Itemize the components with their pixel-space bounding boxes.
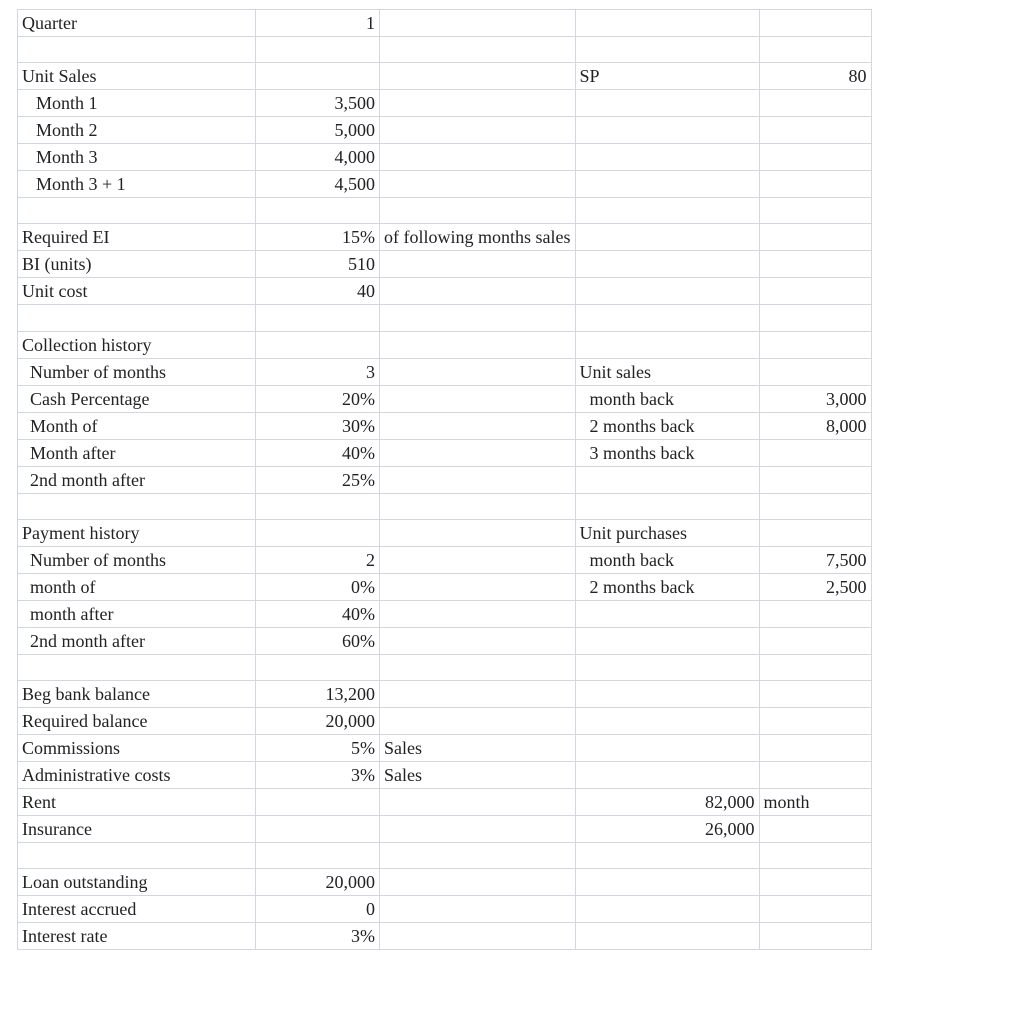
- cell-r24-c3[interactable]: [575, 654, 759, 680]
- cell-r17-c3[interactable]: [575, 466, 759, 493]
- cell-r18-c0[interactable]: [18, 493, 256, 519]
- cell-r15-c2[interactable]: [380, 412, 576, 439]
- cell-r6-c0[interactable]: Month 3 + 1: [18, 171, 256, 198]
- cell-r25-c3[interactable]: [575, 680, 759, 707]
- cell-r31-c1[interactable]: [256, 842, 380, 868]
- cell-r4-c1[interactable]: 5,000: [256, 117, 380, 144]
- cell-r32-c0[interactable]: Loan outstanding: [18, 869, 256, 896]
- cell-r8-c2[interactable]: of following months sales: [380, 224, 576, 251]
- table-row: [18, 600, 872, 627]
- cell-r18-c3[interactable]: [575, 493, 759, 519]
- table-row: [18, 815, 872, 842]
- cell-r28-c1[interactable]: 3%: [256, 761, 380, 788]
- cell-r33-c0[interactable]: Interest accrued: [18, 896, 256, 923]
- table-row: [18, 869, 872, 896]
- cell-r22-c3[interactable]: [575, 600, 759, 627]
- cell-r16-c1[interactable]: 40%: [256, 439, 380, 466]
- cell-r2-c1[interactable]: [256, 63, 380, 90]
- cell-r6-c2[interactable]: [380, 171, 576, 198]
- cell-r11-c2[interactable]: [380, 305, 576, 331]
- cell-r19-c0[interactable]: Payment history: [18, 519, 256, 546]
- cell-r13-c4[interactable]: [759, 358, 871, 385]
- cell-r5-c3[interactable]: [575, 144, 759, 171]
- cell-r22-c1[interactable]: 40%: [256, 600, 380, 627]
- cell-r3-c3[interactable]: [575, 90, 759, 117]
- table-row: [18, 144, 872, 171]
- cell-r7-c4[interactable]: [759, 198, 871, 224]
- cell-r10-c2[interactable]: [380, 278, 576, 305]
- cell-r30-c4[interactable]: [759, 815, 871, 842]
- cell-r17-c0[interactable]: 2nd month after: [18, 466, 256, 493]
- table-row: [18, 466, 872, 493]
- cell-r31-c4[interactable]: [759, 842, 871, 868]
- cell-r30-c3[interactable]: 26,000: [575, 815, 759, 842]
- cell-r31-c2[interactable]: [380, 842, 576, 868]
- cell-r24-c2[interactable]: [380, 654, 576, 680]
- cell-r34-c2[interactable]: [380, 923, 576, 950]
- cell-r13-c3[interactable]: Unit sales: [575, 358, 759, 385]
- cell-r28-c2[interactable]: Sales: [380, 761, 576, 788]
- cell-r1-c3[interactable]: [575, 37, 759, 63]
- cell-r4-c3[interactable]: [575, 117, 759, 144]
- table-row: [18, 788, 872, 815]
- table-row: [18, 707, 872, 734]
- cell-r20-c0[interactable]: Number of months: [18, 546, 256, 573]
- cell-r15-c4[interactable]: 8,000: [759, 412, 871, 439]
- cell-r12-c0[interactable]: Collection history: [18, 331, 256, 358]
- cell-r4-c2[interactable]: [380, 117, 576, 144]
- table-row: [18, 117, 872, 144]
- cell-r17-c2[interactable]: [380, 466, 576, 493]
- cell-r26-c3[interactable]: [575, 707, 759, 734]
- cell-r26-c0[interactable]: Required balance: [18, 707, 256, 734]
- cell-r29-c2[interactable]: [380, 788, 576, 815]
- table-row: [18, 278, 872, 305]
- cell-r27-c2[interactable]: Sales: [380, 734, 576, 761]
- cell-r15-c3[interactable]: 2 months back: [575, 412, 759, 439]
- cell-r33-c3[interactable]: [575, 896, 759, 923]
- table-row: [18, 627, 872, 654]
- cell-r10-c4[interactable]: [759, 278, 871, 305]
- cell-r2-c4[interactable]: 80: [759, 63, 871, 90]
- cell-r10-c1[interactable]: 40: [256, 278, 380, 305]
- cell-r1-c2[interactable]: [380, 37, 576, 63]
- table-row: [18, 680, 872, 707]
- cell-r6-c3[interactable]: [575, 171, 759, 198]
- table-row: [18, 224, 872, 251]
- cell-r30-c0[interactable]: Insurance: [18, 815, 256, 842]
- cell-r32-c1[interactable]: 20,000: [256, 869, 380, 896]
- cell-r13-c2[interactable]: [380, 358, 576, 385]
- cell-r1-c4[interactable]: [759, 37, 871, 63]
- cell-r7-c1[interactable]: [256, 198, 380, 224]
- cell-r15-c1[interactable]: 30%: [256, 412, 380, 439]
- table-row: [18, 305, 872, 331]
- cell-r5-c0[interactable]: Month 3: [18, 144, 256, 171]
- table-row: [18, 519, 872, 546]
- cell-r10-c3[interactable]: [575, 278, 759, 305]
- cell-r2-c2[interactable]: [380, 63, 576, 90]
- cell-r20-c4[interactable]: 7,500: [759, 546, 871, 573]
- table-row: [18, 358, 872, 385]
- cell-r29-c1[interactable]: [256, 788, 380, 815]
- cell-r5-c2[interactable]: [380, 144, 576, 171]
- table-row: [18, 198, 872, 224]
- cell-r23-c3[interactable]: [575, 627, 759, 654]
- cell-r0-c2[interactable]: [380, 10, 576, 37]
- cell-r16-c2[interactable]: [380, 439, 576, 466]
- cell-r14-c1[interactable]: 20%: [256, 385, 380, 412]
- cell-r24-c1[interactable]: [256, 654, 380, 680]
- cell-r21-c0[interactable]: month of: [18, 573, 256, 600]
- cell-r8-c4[interactable]: [759, 224, 871, 251]
- cell-r14-c3[interactable]: month back: [575, 385, 759, 412]
- cell-r34-c0[interactable]: Interest rate: [18, 923, 256, 950]
- cell-r4-c0[interactable]: Month 2: [18, 117, 256, 144]
- cell-r19-c1[interactable]: [256, 519, 380, 546]
- cell-r9-c1[interactable]: 510: [256, 251, 380, 278]
- cell-r0-c1[interactable]: 1: [256, 10, 380, 37]
- cell-r16-c0[interactable]: Month after: [18, 439, 256, 466]
- cell-r11-c3[interactable]: [575, 305, 759, 331]
- cell-r7-c0[interactable]: [18, 198, 256, 224]
- cell-r24-c0[interactable]: [18, 654, 256, 680]
- cell-r18-c2[interactable]: [380, 493, 576, 519]
- cell-r21-c4[interactable]: 2,500: [759, 573, 871, 600]
- table-row: [18, 573, 872, 600]
- cell-r21-c1[interactable]: 0%: [256, 573, 380, 600]
- cell-r28-c4[interactable]: [759, 761, 871, 788]
- cell-r12-c3[interactable]: [575, 331, 759, 358]
- cell-r12-c2[interactable]: [380, 331, 576, 358]
- table-row: [18, 896, 872, 923]
- cell-r14-c0[interactable]: Cash Percentage: [18, 385, 256, 412]
- cell-r25-c1[interactable]: 13,200: [256, 680, 380, 707]
- cell-r17-c4[interactable]: [759, 466, 871, 493]
- cell-r15-c0[interactable]: Month of: [18, 412, 256, 439]
- cell-r21-c2[interactable]: [380, 573, 576, 600]
- cell-r19-c2[interactable]: [380, 519, 576, 546]
- cell-r14-c4[interactable]: 3,000: [759, 385, 871, 412]
- cell-r11-c4[interactable]: [759, 305, 871, 331]
- cell-r13-c1[interactable]: 3: [256, 358, 380, 385]
- cell-r31-c0[interactable]: [18, 842, 256, 868]
- cell-r23-c0[interactable]: 2nd month after: [18, 627, 256, 654]
- cell-r8-c3[interactable]: [575, 224, 759, 251]
- table-row: [18, 171, 872, 198]
- table-row: [18, 761, 872, 788]
- cell-r27-c0[interactable]: Commissions: [18, 734, 256, 761]
- cell-r9-c2[interactable]: [380, 251, 576, 278]
- cell-r20-c2[interactable]: [380, 546, 576, 573]
- table-row: [18, 331, 872, 358]
- table-row: [18, 439, 872, 466]
- cell-r10-c0[interactable]: Unit cost: [18, 278, 256, 305]
- cell-r32-c3[interactable]: [575, 869, 759, 896]
- cell-r0-c0[interactable]: Quarter: [18, 10, 256, 37]
- cell-r9-c4[interactable]: [759, 251, 871, 278]
- cell-r23-c1[interactable]: 60%: [256, 627, 380, 654]
- table-row: [18, 734, 872, 761]
- table-row: [18, 10, 872, 37]
- cell-r22-c0[interactable]: month after: [18, 600, 256, 627]
- cell-r29-c3[interactable]: 82,000: [575, 788, 759, 815]
- table-row: [18, 63, 872, 90]
- cell-r24-c4[interactable]: [759, 654, 871, 680]
- cell-r18-c4[interactable]: [759, 493, 871, 519]
- cell-r3-c2[interactable]: [380, 90, 576, 117]
- cell-r29-c4[interactable]: month: [759, 788, 871, 815]
- cell-r13-c0[interactable]: Number of months: [18, 358, 256, 385]
- cell-r1-c1[interactable]: [256, 37, 380, 63]
- cell-r33-c4[interactable]: [759, 896, 871, 923]
- cell-r2-c3[interactable]: SP: [575, 63, 759, 90]
- cell-r11-c0[interactable]: [18, 305, 256, 331]
- cell-r2-c0[interactable]: Unit Sales: [18, 63, 256, 90]
- cell-r33-c2[interactable]: [380, 896, 576, 923]
- cell-r6-c4[interactable]: [759, 171, 871, 198]
- cell-r7-c2[interactable]: [380, 198, 576, 224]
- cell-r28-c3[interactable]: [575, 761, 759, 788]
- table-row: [18, 385, 872, 412]
- spreadsheet-table: [17, 9, 872, 950]
- cell-r8-c1[interactable]: 15%: [256, 224, 380, 251]
- table-row: [18, 546, 872, 573]
- cell-r16-c3[interactable]: 3 months back: [575, 439, 759, 466]
- cell-r16-c4[interactable]: [759, 439, 871, 466]
- cell-r27-c1[interactable]: 5%: [256, 734, 380, 761]
- cell-r4-c4[interactable]: [759, 117, 871, 144]
- cell-r7-c3[interactable]: [575, 198, 759, 224]
- cell-r17-c1[interactable]: 25%: [256, 466, 380, 493]
- cell-r34-c4[interactable]: [759, 923, 871, 950]
- cell-r34-c1[interactable]: 3%: [256, 923, 380, 950]
- cell-r20-c1[interactable]: 2: [256, 546, 380, 573]
- table-row: [18, 842, 872, 868]
- cell-r5-c4[interactable]: [759, 144, 871, 171]
- table-row: [18, 90, 872, 117]
- cell-r9-c3[interactable]: [575, 251, 759, 278]
- table-row: [18, 37, 872, 63]
- cell-r27-c3[interactable]: [575, 734, 759, 761]
- cell-r5-c1[interactable]: 4,000: [256, 144, 380, 171]
- cell-r3-c0[interactable]: Month 1: [18, 90, 256, 117]
- cell-r8-c0[interactable]: Required EI: [18, 224, 256, 251]
- cell-r1-c0[interactable]: [18, 37, 256, 63]
- cell-r23-c2[interactable]: [380, 627, 576, 654]
- cell-r21-c3[interactable]: 2 months back: [575, 573, 759, 600]
- cell-r0-c3[interactable]: [575, 10, 759, 37]
- cell-r32-c4[interactable]: [759, 869, 871, 896]
- cell-r23-c4[interactable]: [759, 627, 871, 654]
- cell-r27-c4[interactable]: [759, 734, 871, 761]
- cell-r12-c4[interactable]: [759, 331, 871, 358]
- cell-r19-c4[interactable]: [759, 519, 871, 546]
- cell-r33-c1[interactable]: 0: [256, 896, 380, 923]
- cell-r31-c3[interactable]: [575, 842, 759, 868]
- cell-r25-c4[interactable]: [759, 680, 871, 707]
- cell-r14-c2[interactable]: [380, 385, 576, 412]
- cell-r6-c1[interactable]: 4,500: [256, 171, 380, 198]
- cell-r18-c1[interactable]: [256, 493, 380, 519]
- cell-r9-c0[interactable]: BI (units): [18, 251, 256, 278]
- cell-r0-c4[interactable]: [759, 10, 871, 37]
- cell-r32-c2[interactable]: [380, 869, 576, 896]
- table-row: [18, 251, 872, 278]
- cell-r22-c2[interactable]: [380, 600, 576, 627]
- cell-r28-c0[interactable]: Administrative costs: [18, 761, 256, 788]
- cell-r3-c1[interactable]: 3,500: [256, 90, 380, 117]
- cell-r19-c3[interactable]: Unit purchases: [575, 519, 759, 546]
- table-row: [18, 654, 872, 680]
- cell-r34-c3[interactable]: [575, 923, 759, 950]
- table-row: [18, 923, 872, 950]
- table-row: [18, 412, 872, 439]
- spreadsheet-body: [18, 10, 872, 950]
- cell-r26-c4[interactable]: [759, 707, 871, 734]
- cell-r26-c2[interactable]: [380, 707, 576, 734]
- cell-r20-c3[interactable]: month back: [575, 546, 759, 573]
- table-row: [18, 493, 872, 519]
- cell-r30-c1[interactable]: [256, 815, 380, 842]
- cell-r30-c2[interactable]: [380, 815, 576, 842]
- cell-r12-c1[interactable]: [256, 331, 380, 358]
- cell-r25-c2[interactable]: [380, 680, 576, 707]
- cell-r3-c4[interactable]: [759, 90, 871, 117]
- cell-r26-c1[interactable]: 20,000: [256, 707, 380, 734]
- cell-r25-c0[interactable]: Beg bank balance: [18, 680, 256, 707]
- cell-r22-c4[interactable]: [759, 600, 871, 627]
- cell-r11-c1[interactable]: [256, 305, 380, 331]
- cell-r29-c0[interactable]: Rent: [18, 788, 256, 815]
